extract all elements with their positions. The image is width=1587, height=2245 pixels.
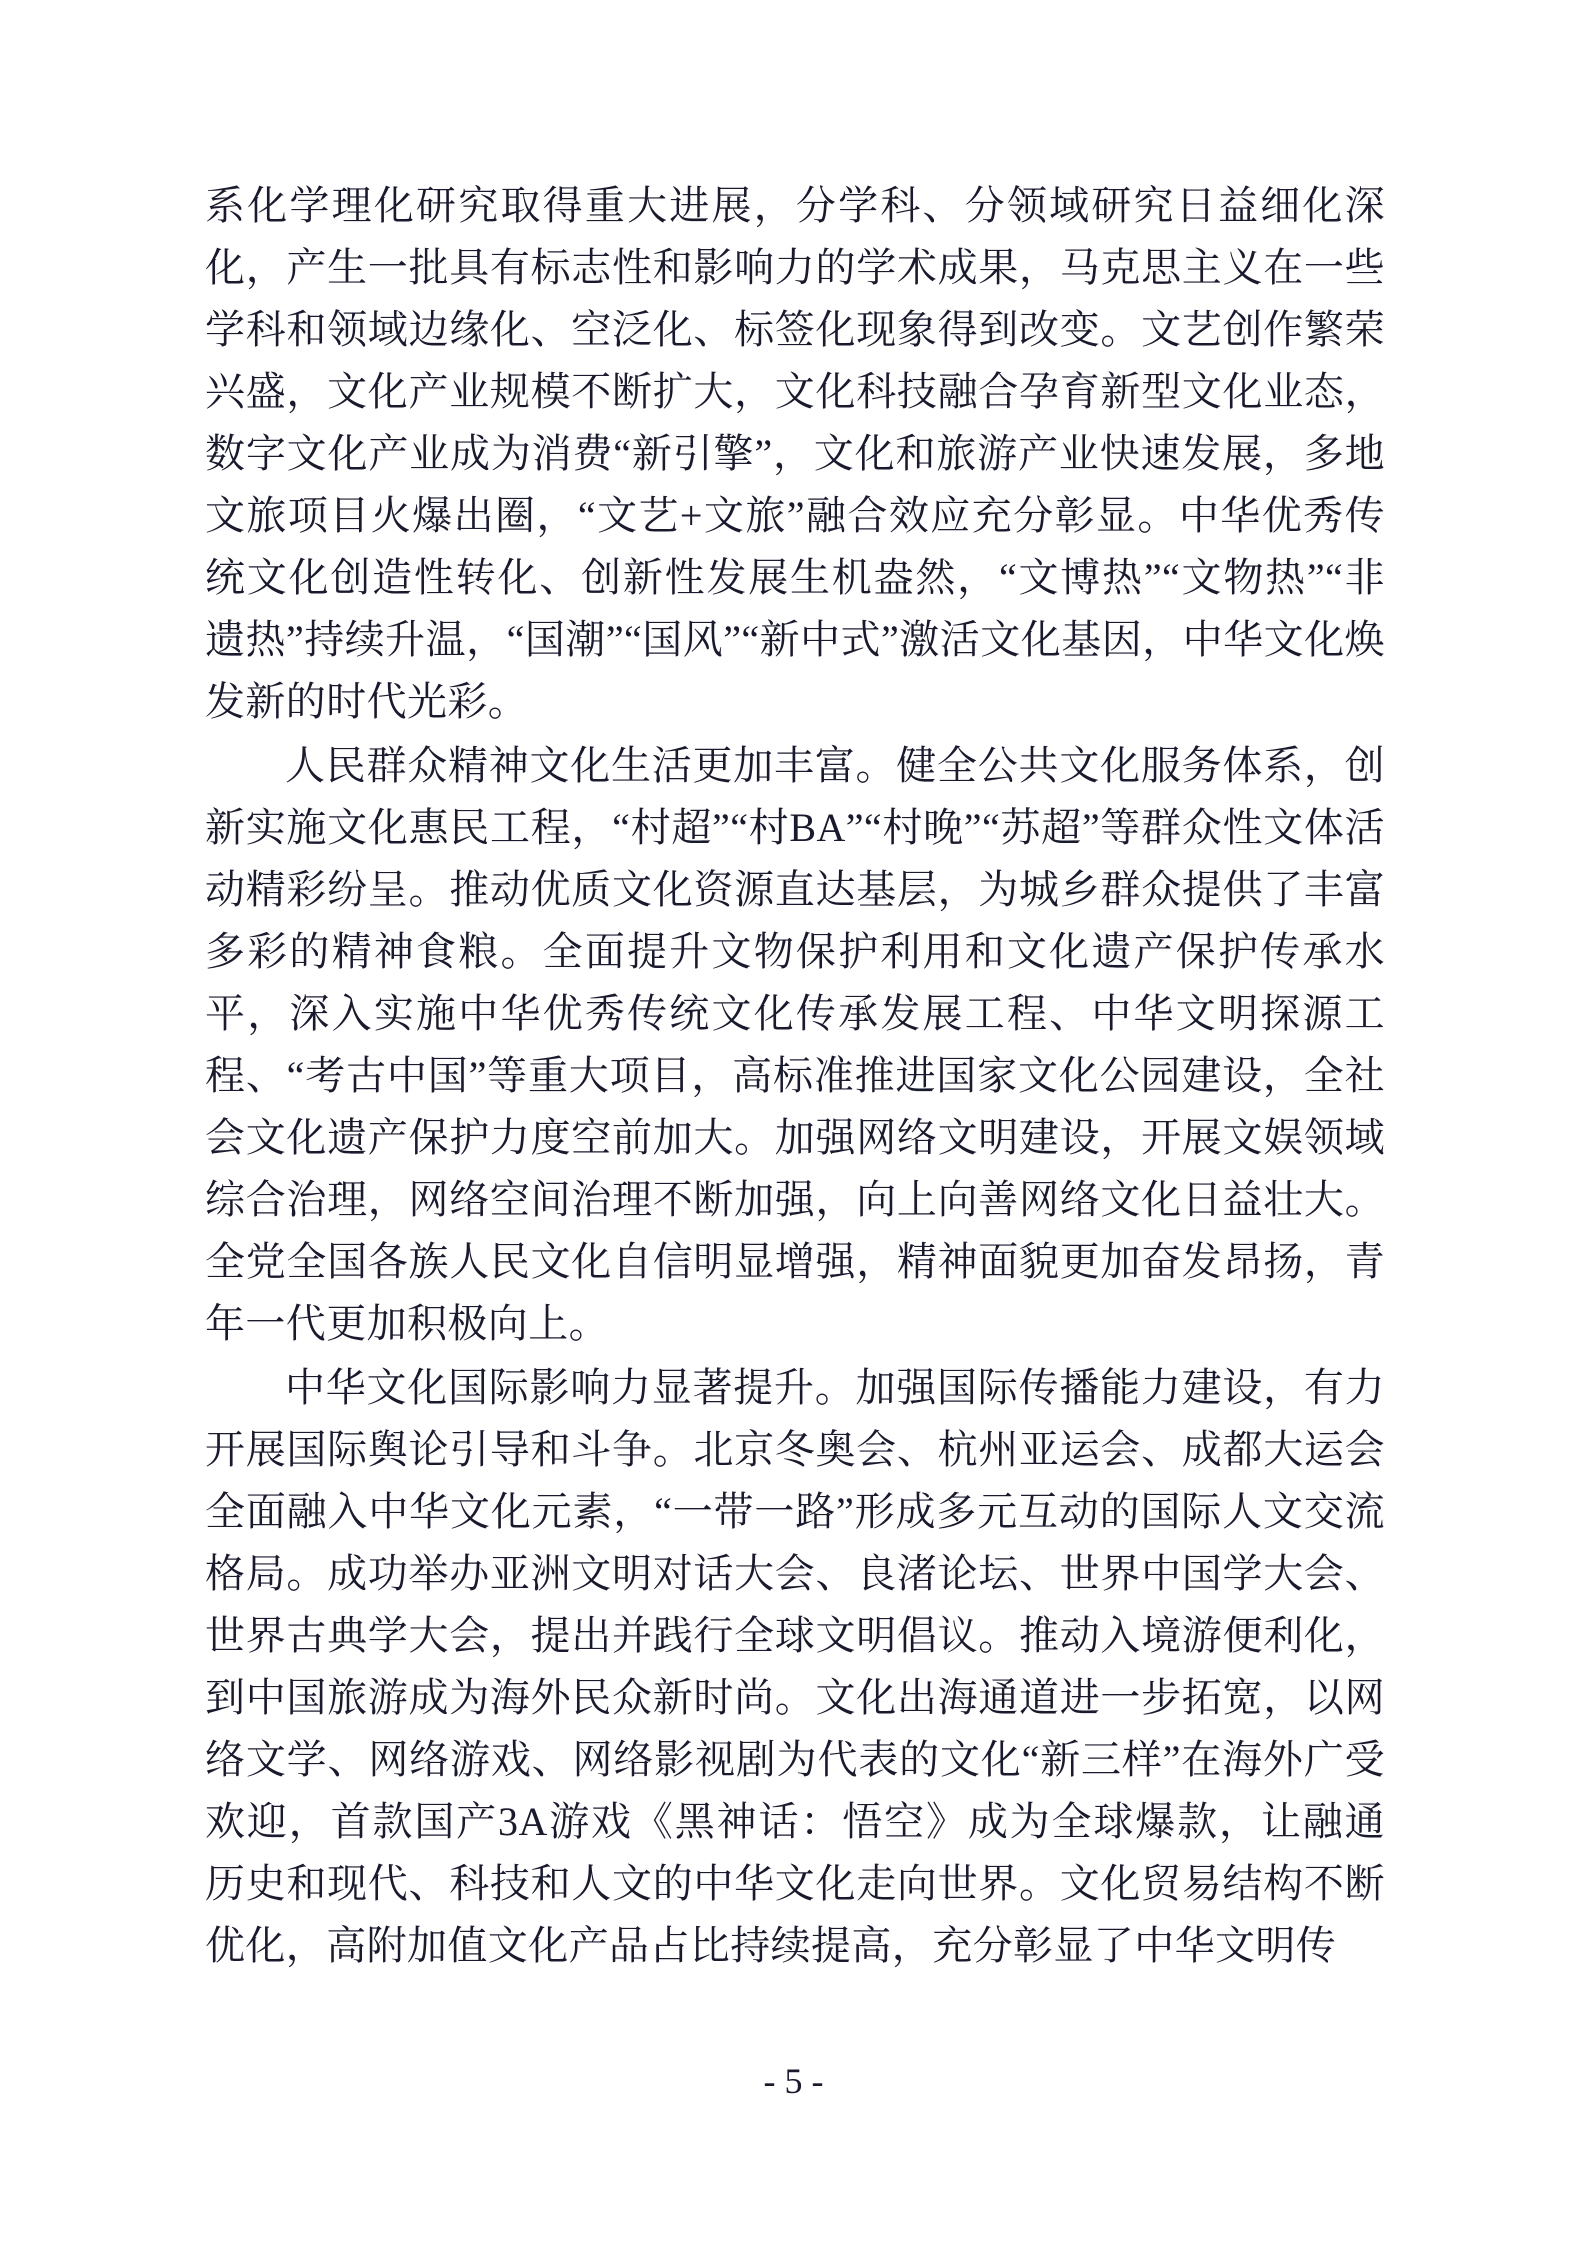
paragraph: 系化学理化研究取得重大进展，分学科、分领域研究日益细化深化，产生一批具有标志性和影响力的学术成果，马克思主义在一些学科和领域边缘化、空泛化、标签化现象得到改变。文艺创作繁荣兴盛，文化产业规模不断扩大，文化科技融合孕育新型文化业态，数字文化产业成为消费“新引擎”，文化和旅游产业快速发展，多地文旅项目火爆出圈，“文艺+文旅”融合效应充分彰显。中华优秀传统文化创造性转化、创新性发展生机盎然，“文博热”“文物热”“非遗热”持续升温，“国潮”“国风”“新中式”激活文化基因，中华文化焕发新的时代光彩。 — [205, 183, 1385, 724]
paragraph: 中华文化国际影响力显著提升。加强国际传播能力建设，有力开展国际舆论引导和斗争。北京冬奥会、杭州亚运会、成都大运会全面融入中华文化元素，“一带一路”形成多元互动的国际人文交流格局。成功举办亚洲文明对话大会、良渚论坛、世界中国学大会、世界古典学大会，提出并践行全球文明倡议。推动入境游便利化，到中国旅游成为海外民众新时尚。文化出海通道进一步拓宽，以网络文学、网络游戏、网络影视剧为代表的文化“新三样”在海外广受欢迎，首款国产3A游戏《黑神话：悟空》成为全球爆款，让融通历史和现代、科技和人文的中华文化走向世界。文化贸易结构不断优化，高附加值文化产品占比持续提高，充分彰显了中华文明传 — [205, 1365, 1385, 1968]
paragraph: 人民群众精神文化生活更加丰富。健全公共文化服务体系，创新实施文化惠民工程，“村超”“村BA”“村晚”“苏超”等群众性文体活动精彩纷呈。推动优质文化资源直达基层，为城乡群众提供了丰富多彩的精神食粮。全面提升文物保护利用和文化遗产保护传承水平，深入实施中华优秀传统文化传承发展工程、中华文明探源工程、“考古中国”等重大项目，高标准推进国家文化公园建设，全社会文化遗产保护力度空前加大。加强网络文明建设，开展文娱领域综合治理，网络空间治理不断加强，向上向善网络文化日益壮大。全党全国各族人民文化自信明显增强，精神面貌更加奋发昂扬，青年一代更加积极向上。 — [205, 743, 1385, 1346]
document-body — [205, 175, 1385, 1979]
page-number: - 5 - — [763, 2061, 824, 2101]
